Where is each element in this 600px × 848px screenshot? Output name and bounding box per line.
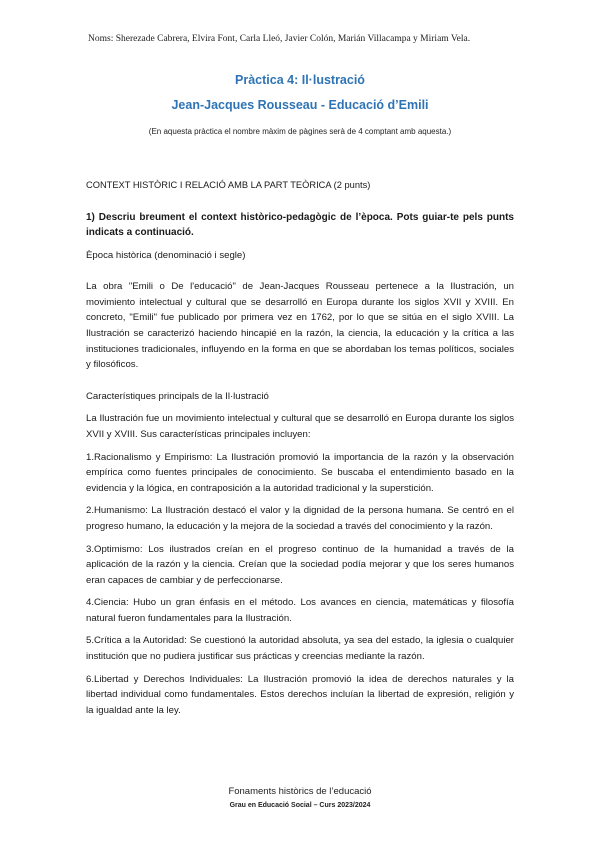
caracteristiques-intro: La Ilustración fue un movimiento intelectual y cultural que se desarrolló en Europa durante los siglos XVII y XVIII. Sus características principales incluyen:: [86, 413, 514, 440]
authors-line: Noms: Sherezade Cabrera, Elvira Font, Carla Lleó, Javier Colón, Marián Villacampa y Miriam Vela.: [88, 34, 471, 44]
list-item: 4.Ciencia: Hubo un gran énfasis en el método. Los avances en ciencia, matemáticas y filosofía natural fueron fundamentales para la Ilustración.: [86, 597, 514, 624]
list-item: 5.Crítica a la Autoridad: Se cuestionó la autoridad absoluta, ya sea del estado, la iglesia o cualquier institución que no pudiera justificar sus prácticas y creencias mediante la razón.: [86, 635, 514, 663]
list-item: 2.Humanismo: La Ilustración destacó el valor y la dignidad de la persona humana. Se centró en el progreso humano, la educación y la mejora de la sociedad a través del conocimiento y la razón.: [86, 505, 514, 532]
section-heading: CONTEXT HISTÒRIC I RELACIÓ AMB LA PART TEÒRICA (2 punts): [86, 180, 371, 190]
list-item: 6.Libertad y Derechos Individuales: La Ilustración promovió la idea de derechos naturales y la libertad individual como fundamentales. Estos derechos incluían la libertad de expresión, religión y la igualdad ante la ley.: [86, 673, 514, 716]
subject-title: Jean-Jacques Rousseau - Educació d’Emili: [171, 98, 429, 112]
caracteristiques-label: Característiques principals de la Il·lustració: [86, 390, 269, 402]
list-item: 1.Racionalismo y Empirismo: La Ilustración promovió la importancia de la razón y la observación empírica como fuentes principales de conocimiento. Se buscaba el entendimiento basado en la evidencia y la lógica, en contraposición a la autoridad tradicional y la superstición.: [86, 451, 514, 494]
list-item: 3.Optimismo: Los ilustrados creían en el progreso continuo de la humanidad a través de la aplicación de la razón y la ciencia. Creían que la sociedad podía mejorar y que los seres humanos eran capaces de cambiar y de perfeccionarse.: [86, 543, 514, 586]
epoca-label: Època històrica (denominació i segle): [86, 249, 246, 261]
practice-title: Pràctica 4: Il·lustració: [235, 73, 365, 87]
question-1: 1) Descriu breument el context històrico-pedagògic de l’època. Pots guiar-te pels punts indicats a continuació.: [86, 211, 514, 239]
document-body: [86, 178, 514, 725]
epoca-paragraph: La obra "Emili o De l'educació" de Jean-Jacques Rousseau pertenece a la Ilustración, un movimiento intelectual y cultural que se desarrolló en Europa durante los siglos XVII y XVIII. En concreto, "Emili" fue publicado por primera vez en 1762, por lo que se sitúa en el siglo XVIII. La Ilustración se caracterizó haciendo hincapié en la razón, la ciencia, la educación y la crítica a las instituciones tradicionales, influyendo en la forma en que se abordaban los temas políticos, sociales y filosóficos.: [86, 281, 514, 371]
footer-course: Fonaments històrics de l’educació: [228, 786, 372, 797]
page-limit-note: (En aquesta pràctica el nombre màxim de pàgines serà de 4 comptant amb aquesta.): [148, 127, 452, 136]
footer-degree: Grau en Educació Social – Curs 2023/2024: [229, 802, 371, 809]
